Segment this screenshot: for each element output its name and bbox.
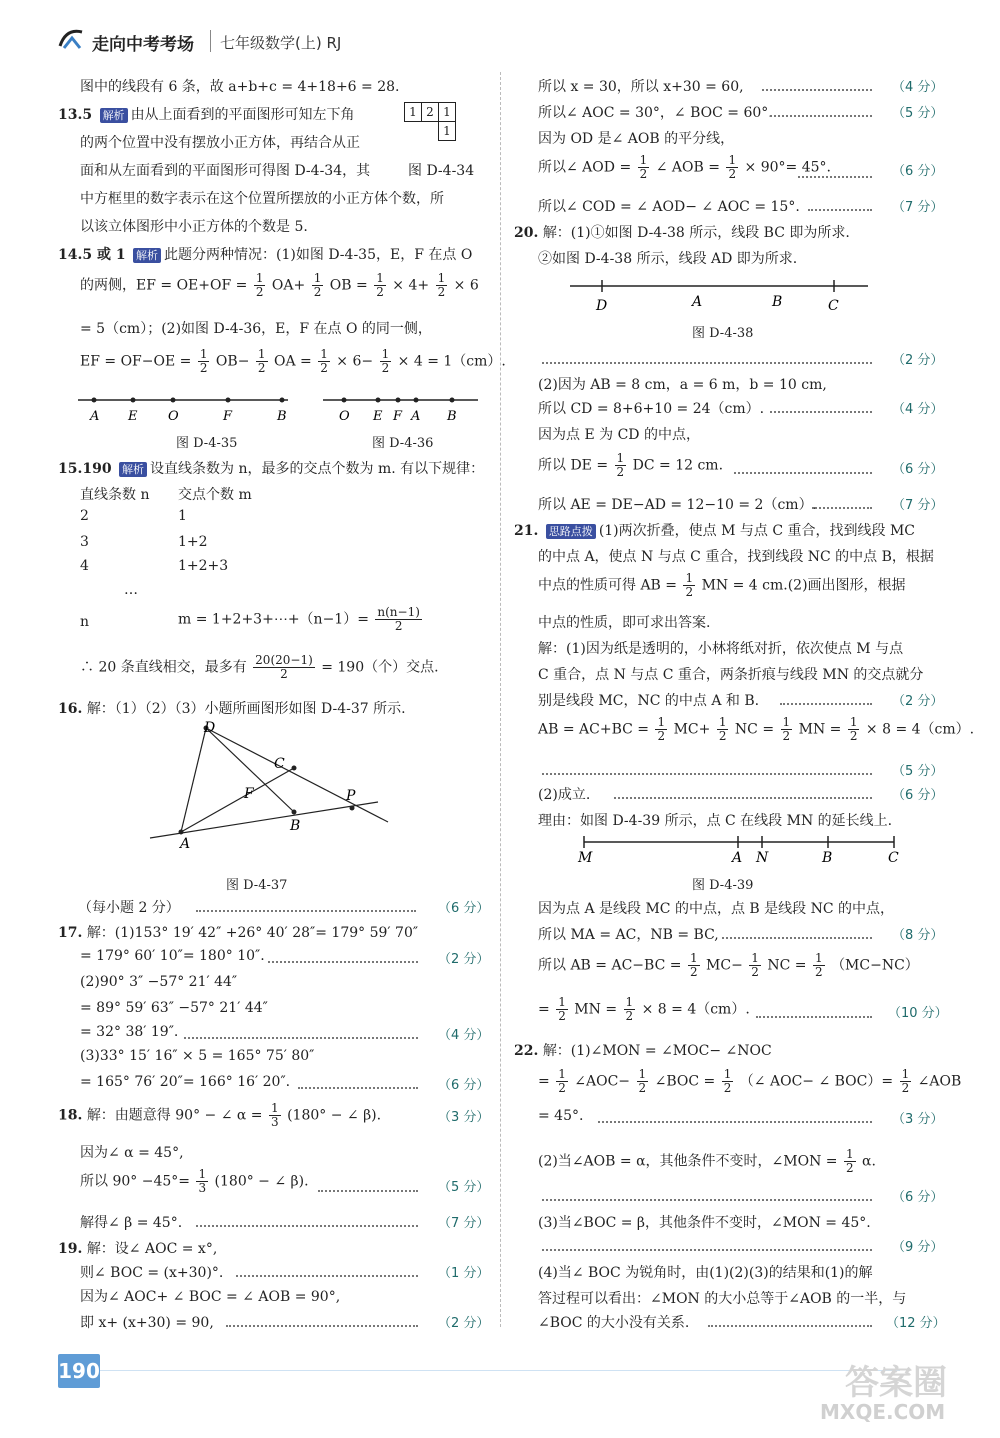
- fraction: $\frac{1}{2}$: [718, 715, 727, 743]
- score-label: （5 分）: [438, 1180, 490, 1195]
- dot-leader: [770, 115, 872, 117]
- text-line: 解得∠ β = 45°.: [80, 1215, 183, 1231]
- analysis-tag: 解析: [133, 248, 161, 263]
- line-ac: [181, 768, 294, 832]
- text-part: × 8 = 4（cm）.: [865, 721, 975, 738]
- table-header: 直线条数 n: [80, 487, 150, 503]
- score-label: （4 分）: [438, 1028, 490, 1043]
- question-19: [58, 1238, 217, 1258]
- score-label: （1 分）: [438, 1266, 490, 1281]
- point-label: O: [339, 409, 350, 424]
- figure-d-4-37: [146, 720, 396, 855]
- question-number: 16.: [58, 701, 83, 717]
- answer-value: 190: [82, 461, 112, 477]
- score-label: （6 分）: [438, 1078, 490, 1093]
- equation-line: [538, 1148, 876, 1175]
- text-part: 所以∠ AOD =: [538, 159, 632, 176]
- dot-leader: [808, 209, 872, 211]
- question-number: 20.: [514, 225, 539, 241]
- score-label: （5 分）: [892, 764, 944, 779]
- text-line: 的中点 A，使点 N 与点 C 重合，找到线段 NC 的中点 B，根据: [538, 549, 934, 565]
- text-line: ∠BOC 的大小没有关系.: [538, 1315, 690, 1331]
- score-label: （4 分）: [892, 402, 944, 417]
- dot-leader: [756, 1016, 872, 1018]
- table-cell: 1+2+3: [178, 558, 229, 574]
- equation-line: [538, 996, 750, 1023]
- text-part: × 6−: [336, 353, 374, 370]
- text-part: × 4+: [392, 277, 430, 294]
- dot-leader: [542, 1199, 872, 1201]
- text-part: NC =: [734, 721, 775, 738]
- point-label: B: [277, 409, 287, 424]
- text-line: 以该立体图形中小正方体的个数是 5.: [80, 219, 308, 235]
- dot-leader: [268, 961, 418, 963]
- score-label: （6 分）: [892, 164, 944, 179]
- fraction: $\frac{1}{2}$: [782, 715, 791, 743]
- point-dot: [92, 398, 97, 403]
- text-part: ∠AOB: [917, 1073, 962, 1090]
- point-dot: [350, 806, 355, 811]
- text-line: 中点的性质，即可求出答案.: [538, 615, 711, 631]
- dot-leader: [318, 1190, 418, 1192]
- point-label: C: [274, 756, 285, 772]
- text-part: DC = 12 cm.: [632, 457, 724, 474]
- fraction: $\frac{1}{2}$: [381, 347, 390, 375]
- text-part: = 190（个）交点.: [321, 659, 439, 676]
- text-part: × 90°= 45°.: [744, 159, 831, 176]
- point-dot: [171, 398, 176, 403]
- text-line: 解：(1)因为纸是透明的，小林将纸对折，依次使点 M 与点: [538, 641, 904, 657]
- text-part: 所以 DE =: [538, 457, 609, 474]
- fraction: $\frac{1}{2}$: [199, 347, 208, 375]
- text-part: × 6: [453, 277, 479, 294]
- text-part: MN =: [574, 1001, 618, 1018]
- view-grid: [404, 102, 456, 141]
- text-part: OA =: [273, 353, 312, 370]
- text-part: (180° − ∠ β).: [214, 1173, 309, 1190]
- fraction: $\frac{1}{2}$: [901, 1067, 910, 1095]
- question-20: [514, 222, 850, 242]
- line-da: [181, 728, 206, 832]
- text-line: 所以 MA = AC，NB = BC,: [538, 927, 719, 943]
- point-label: M: [578, 850, 593, 866]
- point-dot: [376, 398, 381, 403]
- dot-leader: [542, 773, 872, 775]
- hint-tag: 思路点拨: [546, 524, 596, 539]
- text-line: 所以 x = 30，所以 x+30 = 60,: [538, 79, 744, 95]
- text-line: 解：（1）（2）（3）小题所画图形如图 D-4-37 所示.: [86, 701, 406, 717]
- point-label: A: [90, 409, 100, 424]
- fraction: $\frac{1}{2}$: [437, 271, 446, 299]
- fraction: $\frac{1}{2}$: [814, 951, 823, 979]
- table-cell: 4: [80, 558, 89, 574]
- figure-d-4-35-36: [78, 388, 488, 428]
- question-number: 13.: [58, 107, 83, 123]
- point-dot: [226, 398, 231, 403]
- point-dot: [280, 398, 285, 403]
- brand-title: 走向中考考场: [92, 35, 194, 55]
- equation-line: [538, 572, 906, 599]
- fraction: $\frac{1}{2}$: [257, 347, 266, 375]
- text-line: (4)当∠ BOC 为锐角时，由(1)(2)(3)的结果和(1)的解: [538, 1265, 873, 1281]
- point-dot: [414, 398, 419, 403]
- text-part: (180° − ∠ β).: [287, 1107, 382, 1124]
- score-label: （3 分）: [438, 1110, 490, 1125]
- dot-leader: [196, 1225, 418, 1227]
- score-label: （12 分）: [886, 1316, 946, 1331]
- point-label: P: [346, 788, 356, 804]
- text-line: = 89° 59′ 63″ −57° 21′ 44″: [80, 1000, 268, 1016]
- text-part: ∴ 20 条直线相交，最多有: [80, 659, 247, 676]
- equation-line: [538, 952, 919, 979]
- text-line: 即 x+ (x+30) = 90,: [80, 1315, 214, 1331]
- text-part: MN = 4 cm.(2)画出图形，根据: [701, 577, 906, 594]
- table-cell: 2: [80, 508, 89, 524]
- text-line: C 重合，点 N 与点 C 重合，两条折痕与线段 MN 的交点就分: [538, 667, 924, 683]
- text-line: 答过程可以看出：∠MON 的大小总等于∠AOB 的一半，与: [538, 1291, 907, 1307]
- point-label: B: [447, 409, 457, 424]
- grid-cell: 1: [405, 103, 422, 122]
- dot-leader: [542, 1249, 872, 1251]
- figure-d-4-39: [576, 832, 906, 872]
- fraction: $\frac{1}{2}$: [638, 1067, 647, 1095]
- figure-caption: 图 D-4-37: [226, 878, 288, 893]
- text-part: 所以 90° −45°=: [80, 1173, 190, 1190]
- score-label: （5 分）: [892, 106, 944, 121]
- text-line: 解：(1)153° 19′ 42″ +26° 40′ 28″= 179° 59′ 70″: [86, 925, 419, 941]
- text-part: m = 1+2+3+⋯+（n−1）=: [178, 611, 369, 628]
- score-label: （2 分）: [438, 952, 490, 967]
- text-line: 因为点 E 为 CD 的中点，: [538, 427, 700, 443]
- point-label: A: [180, 836, 191, 852]
- equation-line: [80, 348, 506, 375]
- score-label: （7 分）: [438, 1216, 490, 1231]
- question-16: [58, 698, 406, 718]
- equation-line: [80, 654, 439, 681]
- text-line: 所以∠ AOC = 30°，∠ BOC = 60°.: [538, 105, 773, 121]
- watermark-url: MXQE.COM: [820, 1400, 946, 1424]
- text-part: （MC−NC）: [831, 957, 919, 974]
- fraction: $\frac{1}{2}$: [558, 1067, 566, 1095]
- score-label: （9 分）: [892, 1240, 944, 1255]
- text-line: 因为∠ α = 45°,: [80, 1145, 184, 1161]
- dot-leader: [780, 703, 872, 705]
- text-part: 所以 AB = AC−BC =: [538, 957, 682, 974]
- text-part: EF = OF−OE =: [80, 353, 192, 370]
- dot-leader: [298, 1087, 418, 1089]
- text-line: 别是线段 MC，NC 的中点 A 和 B.: [538, 693, 760, 709]
- question-number: 21.: [514, 523, 539, 539]
- fraction: $\frac{1}{2}$: [845, 1147, 854, 1175]
- score-label: （7 分）: [892, 200, 944, 215]
- question-13: [58, 104, 355, 124]
- fraction: $\frac{1}{2}$: [616, 451, 625, 479]
- text-part: OA+: [271, 277, 306, 294]
- question-15: [58, 458, 484, 478]
- score-label: （6 分）: [892, 462, 944, 477]
- score-label: （8 分）: [892, 928, 944, 943]
- fraction: $\frac{1}{2}$: [657, 715, 666, 743]
- text-part: =: [538, 1001, 550, 1018]
- point-label: F: [244, 786, 254, 802]
- dot-leader: [812, 507, 872, 509]
- text-part: MC+: [673, 721, 711, 738]
- text-line: 所以 CD = 8+6+10 = 24（cm）.: [538, 401, 765, 417]
- table-cell: 1+2: [178, 534, 208, 550]
- point-label: E: [373, 409, 383, 424]
- text-part: OB−: [215, 353, 250, 370]
- text-part: 解：由题意得 90° − ∠ α =: [86, 1107, 263, 1124]
- question-number: 14.: [58, 247, 83, 263]
- dot-leader: [798, 176, 872, 178]
- point-label: B: [772, 294, 783, 310]
- point-label: A: [411, 409, 421, 424]
- question-number: 18.: [58, 1107, 83, 1124]
- text-part: 的两侧，EF = OE+OF =: [80, 277, 248, 294]
- fraction: $\frac{1}{2}$: [313, 271, 322, 299]
- fraction: $\frac{1}{2}$: [376, 271, 384, 299]
- figure-d-4-38: [570, 276, 870, 316]
- table-cell: 1: [178, 508, 187, 524]
- text-line: 的两个位置中没有摆放小正方体，再结合从正: [80, 135, 360, 151]
- page-header: [0, 0, 1000, 62]
- point-dot: [292, 810, 297, 815]
- question-21: [514, 520, 915, 540]
- fraction: $\frac{1}{2}$: [685, 571, 694, 599]
- text-part: × 4 = 1（cm）.: [397, 353, 506, 370]
- text-line: = 179° 60′ 10″= 180° 10″.: [80, 948, 265, 964]
- point-dot: [179, 830, 184, 835]
- figure-caption: 图 D-4-39: [692, 878, 754, 893]
- dot-leader: [708, 1325, 872, 1327]
- fraction: $\frac{1}{2}$: [751, 951, 759, 979]
- text-part: (2)当∠AOB = α，其他条件不变时，∠MON =: [538, 1153, 838, 1170]
- fraction: $\frac{1}{2}$: [255, 271, 264, 299]
- column-divider: [500, 72, 501, 1327]
- text-line: 中方框里的数字表示在这个位置所摆放的小正方体个数，所: [80, 191, 444, 207]
- text-part: ∠AOC−: [574, 1073, 631, 1090]
- analysis-tag: 解析: [119, 462, 147, 477]
- text-part: AB = AC+BC =: [538, 721, 650, 738]
- text-part: NC =: [767, 957, 807, 974]
- point-label: E: [128, 409, 138, 424]
- point-label: F: [223, 409, 233, 424]
- score-label: （2 分）: [892, 353, 944, 368]
- header-divider: [210, 30, 211, 52]
- fraction: $\frac{1}{2}$: [689, 951, 698, 979]
- fraction: $\frac{20(20-1)}{2}$: [255, 653, 313, 681]
- question-number: 15.: [58, 461, 83, 477]
- text-line: 所以 AE = DE−AD = 12−10 = 2（cm）.: [538, 497, 818, 513]
- text-part: α.: [862, 1153, 876, 1170]
- dot-leader: [598, 1121, 872, 1123]
- text-part: MC−: [706, 957, 743, 974]
- text-part: ∠BOC =: [654, 1073, 716, 1090]
- fraction: $\frac{1}{2}$: [723, 1067, 732, 1095]
- watermark-logo: 答案圈: [845, 1363, 947, 1403]
- point-label: D: [204, 720, 216, 736]
- fraction: $\frac{1}{2}$: [849, 715, 858, 743]
- point-label: B: [822, 850, 833, 866]
- question-17: [58, 922, 418, 942]
- text-line: 解：(1)①如图 D-4-38 所示，线段 BC 即为所求.: [542, 225, 850, 241]
- dot-leader: [722, 937, 872, 939]
- text-part: MN =: [798, 721, 842, 738]
- figure-caption: 图 D-4-38: [692, 326, 754, 341]
- score-label: （10 分）: [888, 1006, 948, 1021]
- text-line: = 165° 76′ 20″= 166° 16′ 20″.: [80, 1074, 291, 1090]
- equation-line: [538, 452, 723, 479]
- fraction: $\frac{1}{2}$: [320, 347, 328, 375]
- text-line: 解：设∠ AOC = x°,: [86, 1241, 218, 1257]
- text-line: 所以∠ COD = ∠ AOD− ∠ AOC = 15°.: [538, 199, 800, 215]
- dot-leader: [762, 89, 872, 91]
- text-line: 因为点 A 是线段 MC 的中点，点 B 是线段 NC 的中点，: [538, 901, 895, 917]
- text-line: (3)33° 15′ 16″ × 5 = 165° 75′ 80″: [80, 1048, 315, 1064]
- point-dot: [131, 398, 136, 403]
- fraction: $\frac{1}{3}$: [198, 1167, 207, 1195]
- fraction: $\frac{1}{2}$: [558, 995, 566, 1023]
- question-14: [58, 244, 472, 264]
- text-line: = 5（cm）；(2)如图 D-4-36，E，F 在点 O 的同一侧，: [80, 321, 432, 337]
- text-line: 理由：如图 D-4-39 所示，点 C 在线段 MN 的延长线上.: [538, 813, 893, 829]
- point-dot: [292, 766, 297, 771]
- grid-cell: 1: [439, 122, 456, 141]
- dot-leader: [184, 1037, 418, 1039]
- equation-line: [80, 272, 479, 299]
- score-label: （6 分）: [892, 788, 944, 803]
- figure-label: 图 D-4-34: [408, 163, 475, 179]
- text-line: 因为∠ AOC+ ∠ BOC = ∠ AOB = 90°,: [80, 1289, 341, 1305]
- score-label: （6 分）: [892, 1190, 944, 1205]
- table-cell: 3: [80, 534, 89, 550]
- equation-line: [538, 1068, 961, 1095]
- logo-icon: [56, 26, 86, 52]
- text-line: 由从上面看到的平面图形可知左下角: [130, 107, 355, 123]
- answer-value: 5 或 1: [82, 247, 126, 263]
- analysis-tag: 解析: [100, 108, 128, 123]
- text-line: （每小题 2 分）: [78, 900, 180, 916]
- fraction: $\frac{n(n-1)}{2}$: [377, 605, 420, 633]
- grid-cell: 2: [422, 103, 439, 122]
- text-part: （∠ AOC− ∠ BOC）=: [739, 1073, 894, 1090]
- point-label: N: [756, 850, 769, 866]
- equation-line: [178, 606, 424, 633]
- question-number: 17.: [58, 925, 83, 941]
- point-label: A: [732, 850, 743, 866]
- answer-value: 5: [82, 107, 93, 123]
- fraction: $\frac{1}{2}$: [639, 153, 648, 181]
- table-cell: …: [124, 582, 138, 598]
- point-dot: [450, 398, 455, 403]
- equation-line: [80, 1168, 309, 1195]
- point-label: O: [168, 409, 179, 424]
- text-line: (2)成立.: [538, 787, 591, 803]
- point-label: A: [692, 294, 703, 310]
- point-label: C: [888, 850, 899, 866]
- point-dot: [342, 398, 347, 403]
- text-line: (1)两次折叠，使点 M 与点 C 重合，找到线段 MC: [598, 523, 915, 539]
- equation-line: [538, 154, 831, 181]
- dot-leader: [770, 411, 872, 413]
- score-label: （3 分）: [892, 1112, 944, 1127]
- text-line: 因为 OD 是∠ AOB 的平分线，: [538, 131, 735, 147]
- text-line: 面和从左面看到的平面图形可得图 D-4-34，其: [80, 163, 371, 179]
- text-line: ②如图 D-4-38 所示，线段 AD 即为所求.: [538, 251, 798, 267]
- point-dot: [396, 398, 401, 403]
- text-part: 中点的性质可得 AB =: [538, 577, 678, 594]
- text-part: × 8 = 4（cm）.: [641, 1001, 750, 1018]
- dot-leader: [614, 797, 872, 799]
- text-line: (2)因为 AB = 8 cm，a = 6 m，b = 10 cm,: [538, 377, 827, 393]
- figure-caption: 图 D-4-36: [372, 436, 434, 451]
- question-22: [514, 1040, 772, 1060]
- fraction: $\frac{1}{2}$: [728, 153, 737, 181]
- question-number: 22.: [514, 1043, 539, 1059]
- text-line: = 32° 38′ 19″.: [80, 1024, 179, 1040]
- fraction: $\frac{1}{2}$: [625, 995, 634, 1023]
- dot-leader: [196, 910, 416, 912]
- page-number: 190: [58, 1354, 100, 1388]
- table-cell: n: [80, 614, 90, 630]
- text-line: 解：(1)∠MON = ∠MOC− ∠NOC: [542, 1043, 772, 1059]
- score-label: （2 分）: [438, 1316, 490, 1331]
- text-line: (2)90° 3″ −57° 21′ 44″: [80, 974, 238, 990]
- table-header: 交点个数 m: [178, 487, 252, 503]
- line-dp: [206, 728, 388, 822]
- text-line: 图中的线段有 6 条，故 a+b+c = 4+18+6 = 28.: [80, 79, 400, 95]
- dot-leader: [734, 472, 872, 474]
- text-line: (3)当∠BOC = β，其他条件不变时，∠MON = 45°.: [538, 1215, 871, 1231]
- text-line: 设直线条数为 n，最多的交点个数为 m. 有以下规律：: [150, 461, 485, 477]
- text-line: 则∠ BOC = (x+30)°.: [80, 1265, 224, 1281]
- score-label: （6 分）: [438, 901, 490, 916]
- footer-rule: [100, 1370, 900, 1371]
- question-18: [58, 1102, 381, 1129]
- point-label: F: [393, 409, 403, 424]
- question-number: 19.: [58, 1241, 83, 1257]
- grade-label: 七年级数学(上) RJ: [220, 34, 342, 52]
- text-line: 此题分两种情况：(1)如图 D-4-35，E，F 在点 O: [164, 247, 473, 263]
- text-line: = 45°.: [538, 1108, 584, 1124]
- dot-leader: [226, 1325, 418, 1327]
- point-label: B: [290, 818, 301, 834]
- grid-cell: 1: [439, 103, 456, 122]
- score-label: （2 分）: [892, 694, 944, 709]
- point-label: D: [596, 298, 608, 314]
- score-label: （4 分）: [892, 80, 944, 95]
- score-label: （7 分）: [892, 498, 944, 513]
- text-part: OB =: [329, 277, 368, 294]
- dot-leader: [236, 1275, 418, 1277]
- dot-leader: [542, 362, 872, 364]
- equation-line: [538, 716, 974, 743]
- figure-caption: 图 D-4-35: [176, 436, 238, 451]
- text-part: ∠ AOB =: [655, 159, 720, 176]
- text-part: =: [538, 1073, 550, 1090]
- point-label: C: [828, 298, 839, 314]
- fraction: $\frac{1}{3}$: [270, 1101, 279, 1129]
